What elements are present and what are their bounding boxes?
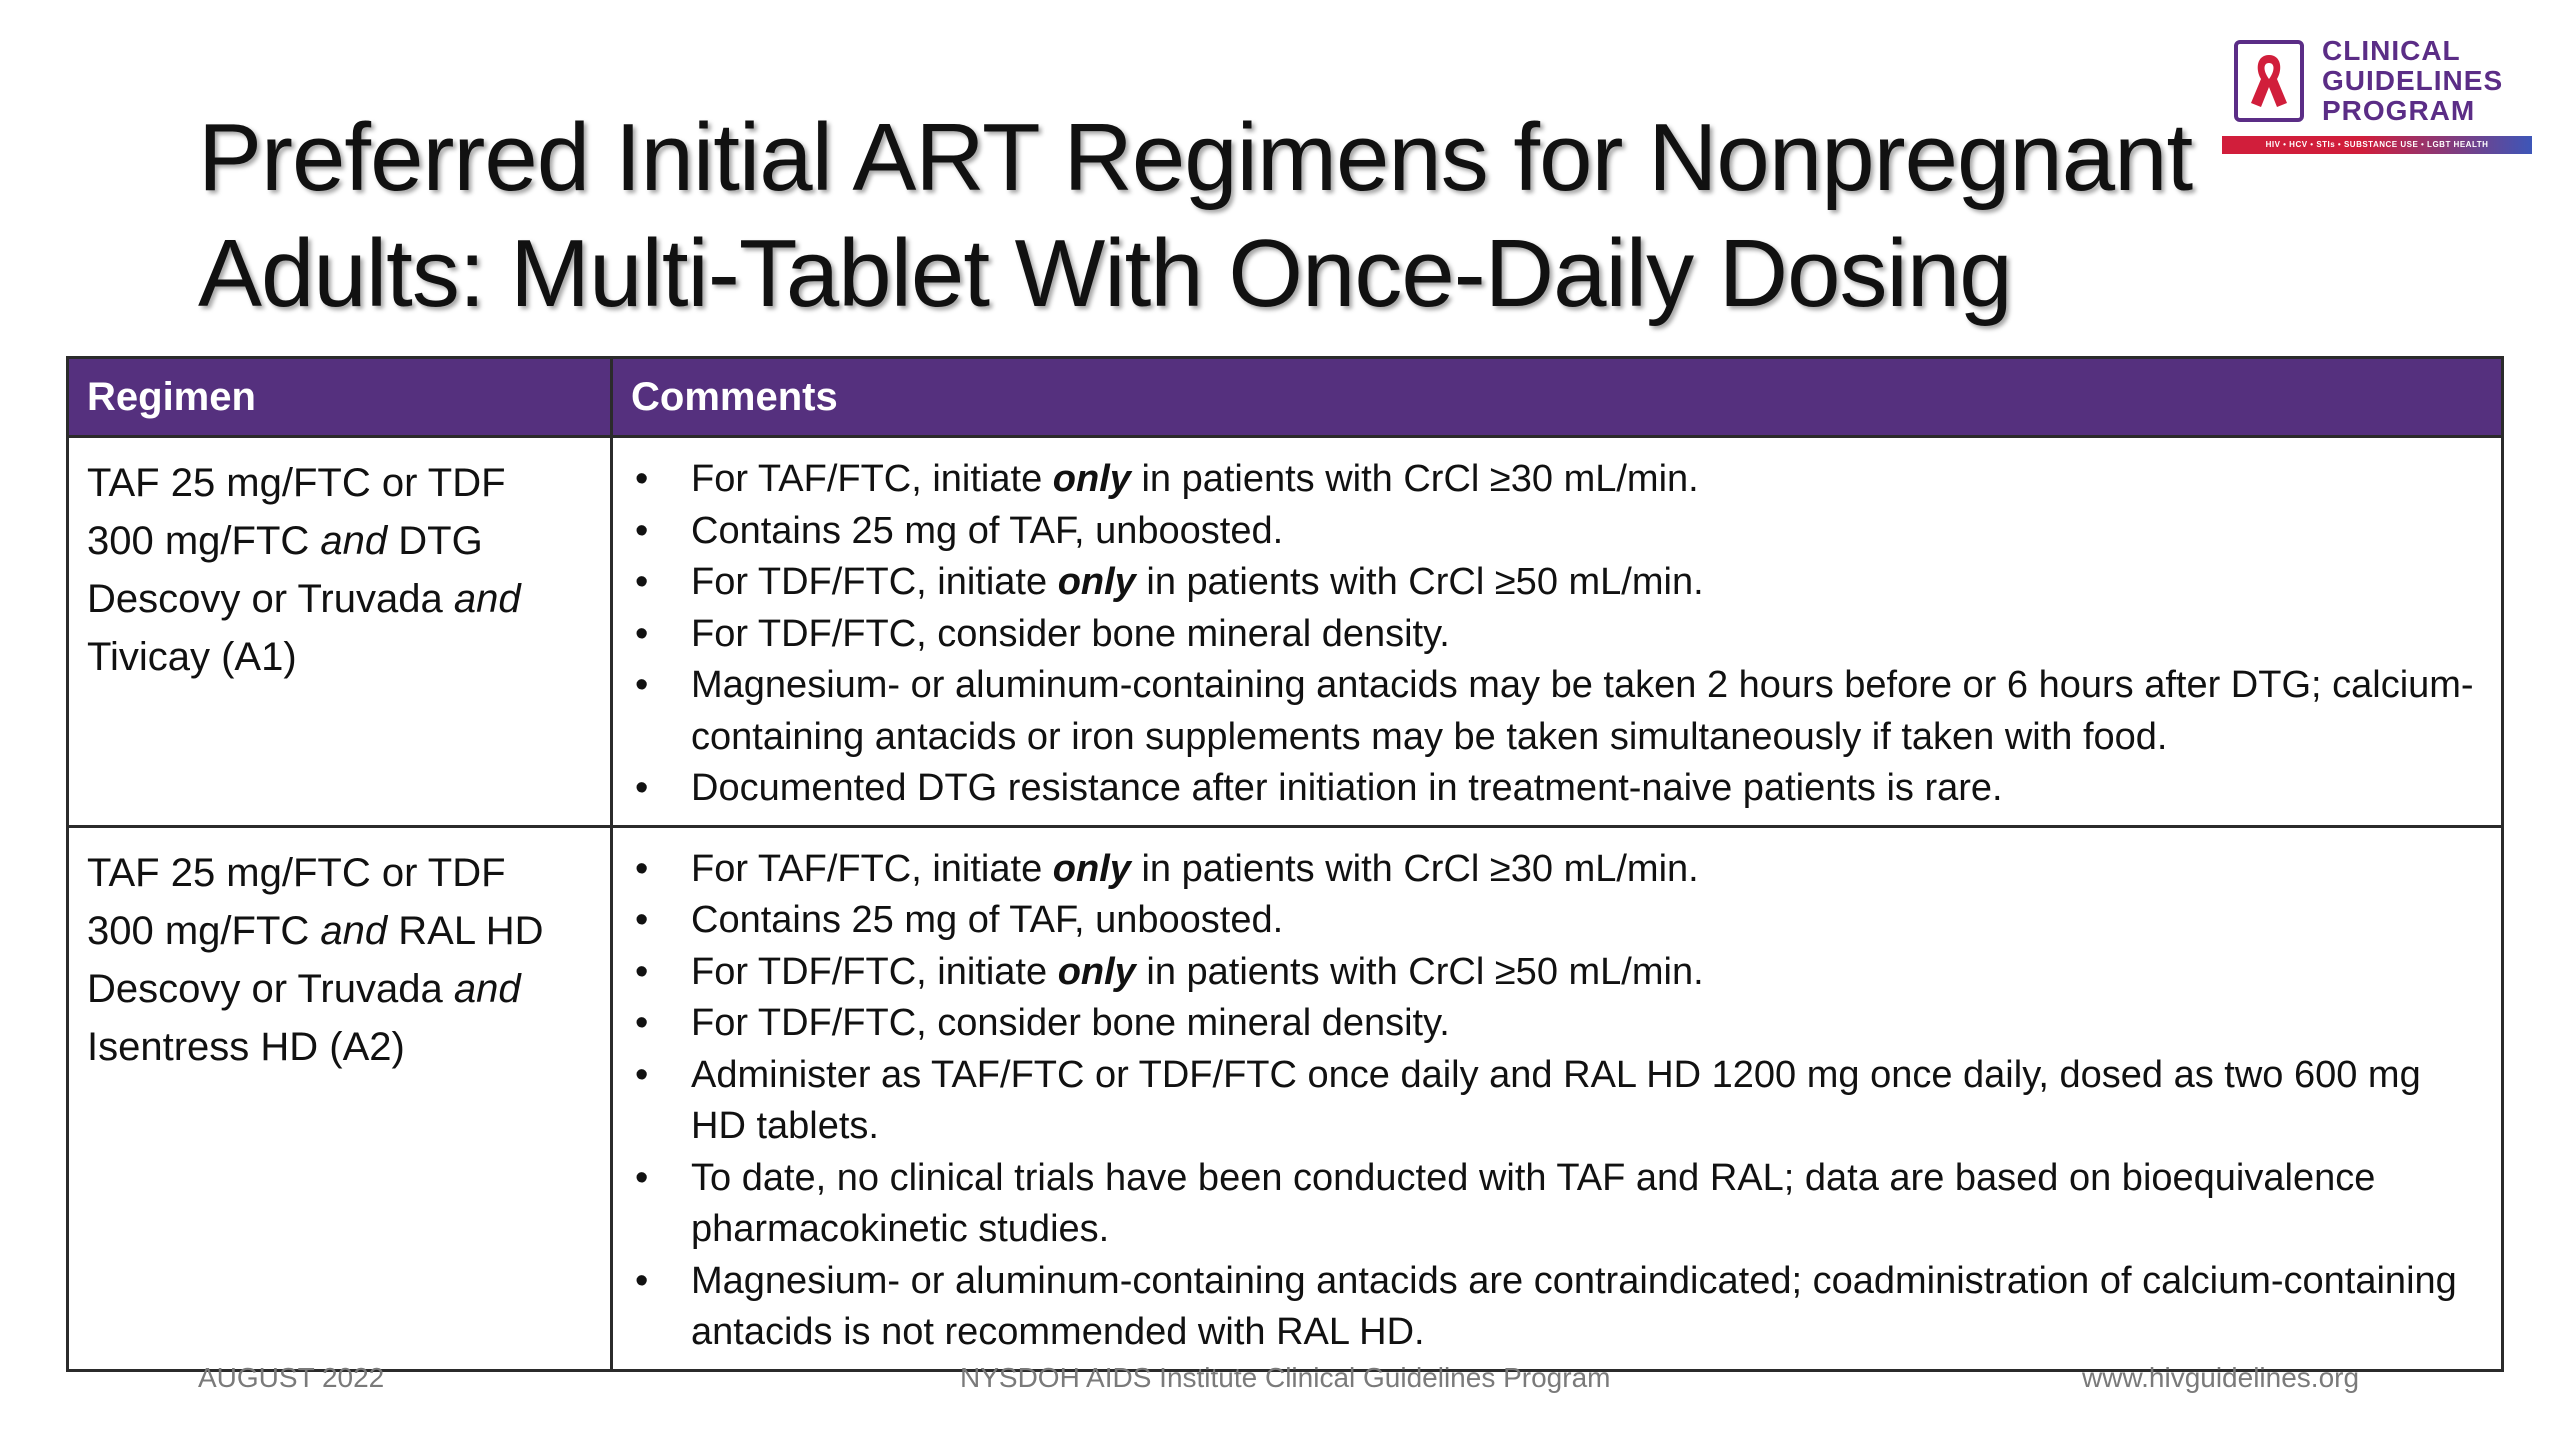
regimen-line: TAF 25 mg/FTC or TDF	[87, 461, 506, 505]
regimen-line: TAF 25 mg/FTC or TDF	[87, 850, 506, 895]
regimen-line: 300 mg/FTC and RAL HD	[87, 908, 544, 953]
list-item: • For TAF/FTC, initiate only in patients with CrCl ≥30 mL/min.	[631, 454, 2483, 506]
header-regimen: Regimen	[68, 358, 612, 437]
list-item: • For TDF/FTC, consider bone mineral density.	[631, 998, 2483, 1050]
regimen-line: 300 mg/FTC and DTG	[87, 519, 483, 563]
regimen-line: Isentress HD (A2)	[87, 1024, 405, 1069]
list-item: • For TDF/FTC, consider bone mineral density.	[631, 609, 2483, 661]
logo-line-1: CLINICAL	[2322, 35, 2461, 66]
regimen-line: Tivicay (A1)	[87, 635, 297, 679]
table-row	[68, 826, 2503, 1370]
comments-cell	[612, 826, 2503, 1370]
regimen-line: Descovy or Truvada and	[87, 966, 521, 1011]
table-row	[68, 437, 2503, 827]
list-item: • To date, no clinical trials have been conducted with TAF and RAL; data are based on bioequivalence pharmacokinetic studies.	[631, 1153, 2483, 1256]
footer-date: AUGUST 2022	[198, 1362, 385, 1393]
comments-cell	[612, 437, 2503, 827]
list-item: • Contains 25 mg of TAF, unboosted.	[631, 895, 2483, 947]
list-item: • For TAF/FTC, initiate only in patients with CrCl ≥30 mL/min.	[631, 844, 2483, 896]
list-item: • Administer as TAF/FTC or TDF/FTC once daily and RAL HD 1200 mg once daily, dosed as two 600 mg HD tablets.	[631, 1050, 2483, 1153]
clinical-guidelines-logo	[2222, 36, 2532, 162]
comments-list	[631, 844, 2483, 1359]
regimen-cell	[68, 437, 612, 827]
logo-line-2: GUIDELINES	[2322, 65, 2504, 96]
list-item: • Documented DTG resistance after initiation in treatment-naive patients is rare.	[631, 763, 2483, 815]
list-item: • For TDF/FTC, initiate only in patients with CrCl ≥50 mL/min.	[631, 947, 2483, 999]
table-header-row	[68, 358, 2503, 437]
list-item: • Magnesium- or aluminum-containing antacids are contraindicated; coadministration of calcium-containing antacids is not recommended with RAL HD.	[631, 1256, 2483, 1359]
logo-line-3: PROGRAM	[2322, 95, 2476, 126]
regimen-cell	[68, 826, 612, 1370]
title-line-1: Preferred Initial ART Regimens for Nonpregnant	[198, 104, 2193, 211]
header-comments: Comments	[612, 358, 2503, 437]
list-item: • Magnesium- or aluminum-containing antacids may be taken 2 hours before or 6 hours after DTG; calcium-containing antacids or iron supplements may be taken simultaneously if taken with food.	[631, 660, 2483, 763]
logo-wordmark	[2322, 36, 2503, 126]
comments-list	[631, 454, 2483, 815]
footer-url: www.hivguidelines.org	[2082, 1362, 2360, 1393]
regimen-line: Descovy or Truvada and	[87, 577, 521, 621]
footer-org: NYSDOH AIDS Institute Clinical Guidelines Program	[960, 1362, 1611, 1393]
logo-tagline: HIV • HCV • STIs • SUBSTANCE USE • LGBT HEALTH	[2222, 136, 2532, 154]
list-item: • For TDF/FTC, initiate only in patients with CrCl ≥50 mL/min.	[631, 557, 2483, 609]
list-item: • Contains 25 mg of TAF, unboosted.	[631, 506, 2483, 558]
ribbon-icon	[2234, 40, 2304, 122]
regimens-table	[66, 356, 2504, 1372]
title-line-2: Adults: Multi-Tablet With Once-Daily Dosing	[198, 220, 2012, 327]
slide-title	[198, 100, 2218, 332]
